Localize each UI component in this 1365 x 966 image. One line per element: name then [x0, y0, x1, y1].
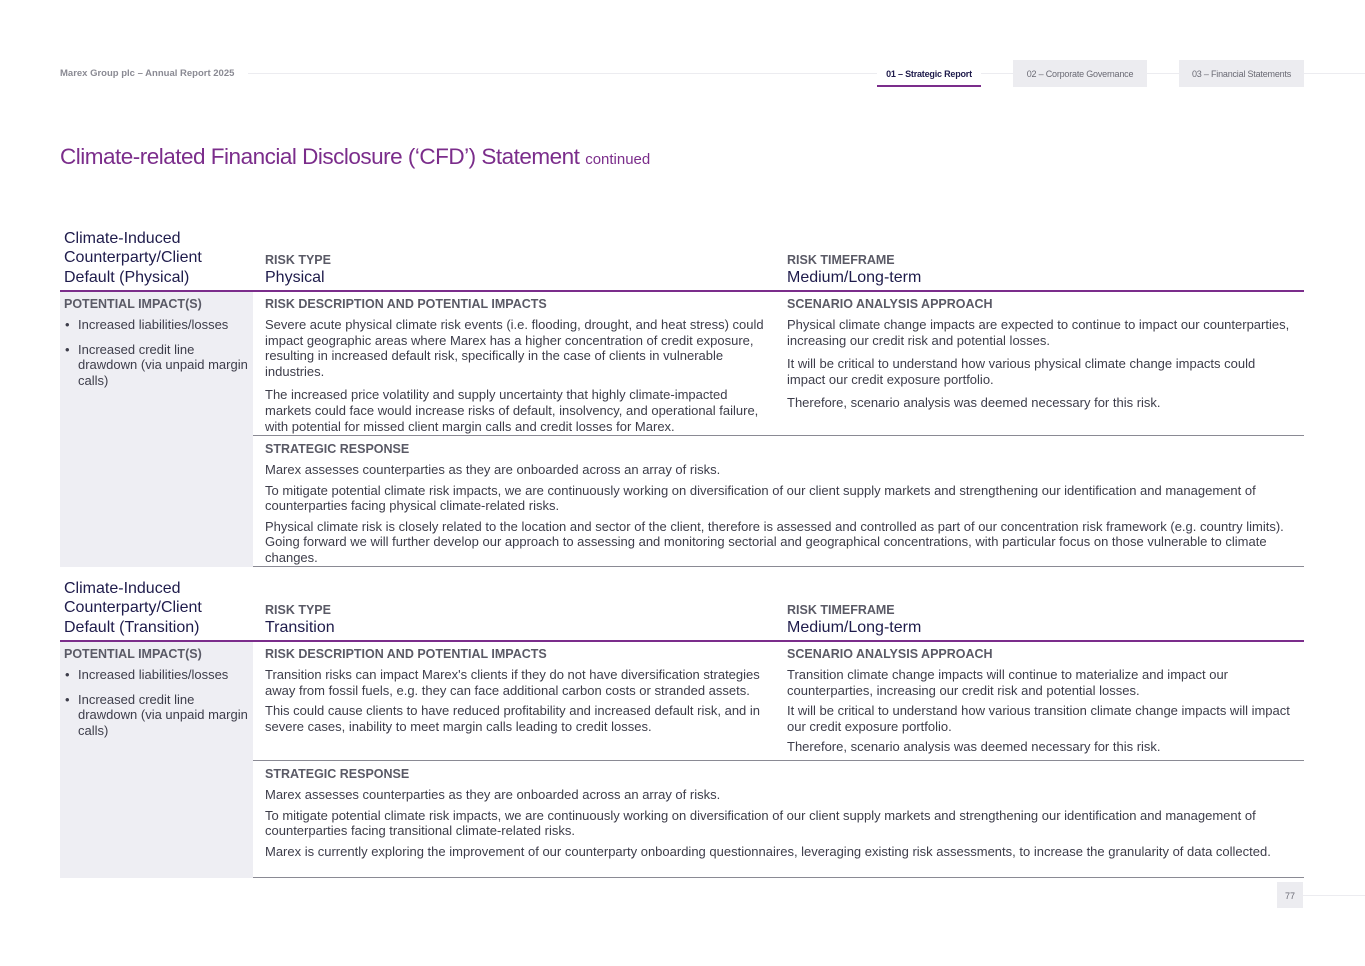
response-paragraph: Physical climate risk is closely related to the location and sector of the client, therefore is assessed and controlled as part of our concentration risk framework (e.g. country limits). Going forward we will further develop our approach to assessing and monitoring sectorial and geographical concentrations, with particular focus on those vulnerable to climate changes.	[265, 518, 1284, 565]
scenario-analysis-label: SCENARIO ANALYSIS APPROACH	[787, 297, 993, 311]
response-paragraph: Marex assesses counterparties as they are onboarded across an array of risks.	[265, 787, 721, 802]
list-item: • Increased liabilities/losses	[64, 317, 249, 333]
response-paragraph: To mitigate potential climate risk impacts, we are continuously working on diversification of our client supply markets and strengthening our identification and management of counterparties facing transitional climate-related risks.	[265, 807, 1256, 839]
scenario-analysis-column	[787, 646, 1297, 760]
description-paragraph: The increased price volatility and supply uncertainty that highly climate-impacted markets could face would increase risks of default, insolvency, and operational failure, with potential for missed client margin calls and credit losses for Marex.	[265, 387, 759, 434]
risk-type-label: RISK TYPE	[265, 603, 331, 617]
section-title: Climate-Induced Counterparty/Client Default (Physical)	[64, 229, 202, 286]
description-scenario-row	[253, 642, 1304, 761]
risk-timeframe-label: RISK TIMEFRAME	[787, 603, 895, 617]
scenario-paragraph: Physical climate change impacts are expected to continue to impact our counterparties, increasing our credit risk and potential losses.	[787, 317, 1290, 348]
risk-type	[265, 602, 335, 638]
scenario-paragraph: Therefore, scenario analysis was deemed necessary for this risk.	[787, 739, 1161, 755]
section-body	[60, 292, 1304, 567]
risk-description-label: RISK DESCRIPTION AND POTENTIAL IMPACTS	[265, 647, 547, 661]
scenario-paragraph: It will be critical to understand how various transition climate change impacts will impact our credit exposure portfolio.	[787, 703, 1290, 734]
risk-timeframe-label: RISK TIMEFRAME	[787, 253, 895, 267]
risk-description-column	[265, 646, 770, 739]
risk-description-column	[265, 296, 770, 442]
scenario-analysis-column	[787, 296, 1297, 419]
risk-timeframe	[787, 252, 921, 288]
list-item: • Increased credit line drawdown (via unpaid margin calls)	[64, 692, 249, 739]
strategic-response	[253, 761, 1304, 878]
risk-timeframe-value: Medium/Long-term	[787, 269, 922, 286]
response-paragraph: To mitigate potential climate risk impacts, we are continuously working on diversification of our client supply markets and strengthening our identification and management of counterparties facing physical climate-related risks.	[265, 482, 1256, 514]
page-number: 77	[1277, 882, 1303, 908]
tab-corporate-governance[interactable]: 02 – Corporate Governance	[1013, 60, 1147, 87]
page-title-text: Climate-related Financial Disclosure (‘CFD’) Statement	[60, 144, 580, 169]
page-title-suffix: continued	[585, 151, 651, 168]
description-paragraph: Transition risks can impact Marex's clients if they do not have diversification strategies away from fossil fuels, e.g. they can face additional carbon costs or stranded assets.	[265, 667, 760, 698]
risk-section-physical	[60, 229, 1304, 567]
response-paragraph: Marex is currently exploring the improvement of our counterparty onboarding questionnaires, leveraging existing risk assessments, to increase the granularity of data collected.	[265, 843, 1271, 859]
potential-impacts-column	[60, 292, 253, 567]
risk-description-label: RISK DESCRIPTION AND POTENTIAL IMPACTS	[265, 297, 547, 311]
scenario-paragraph: Therefore, scenario analysis was deemed necessary for this risk.	[787, 395, 1161, 411]
strategic-response-label: STRATEGIC RESPONSE	[265, 442, 410, 456]
tab-financial-statements[interactable]: 03 – Financial Statements	[1179, 60, 1304, 87]
risk-timeframe-value: Medium/Long-term	[787, 619, 922, 636]
scenario-paragraph: Transition climate change impacts will continue to materialize and impact our counterparties, increasing our credit risk and potential losses.	[787, 667, 1228, 698]
risk-type-value: Transition	[265, 619, 335, 636]
scenario-paragraph: It will be critical to understand how various physical climate change impacts could impact our credit exposure portfolio.	[787, 356, 1256, 387]
report-name: Marex Group plc – Annual Report 2025	[60, 68, 240, 79]
potential-impacts-label: POTENTIAL IMPACT(S)	[64, 297, 202, 311]
risk-type-label: RISK TYPE	[265, 253, 331, 267]
footer-divider	[1303, 895, 1365, 896]
description-paragraph: Severe acute physical climate risk events (i.e. flooding, drought, and heat stress) could impact geographic areas where Marex has a higher concentration of credit exposure, resulting in increased default risk, specifically in the case of clients in vulnerable industries.	[265, 317, 764, 379]
risk-section-transition	[60, 579, 1304, 878]
scenario-analysis-label: SCENARIO ANALYSIS APPROACH	[787, 647, 993, 661]
section-header	[60, 579, 1304, 642]
potential-impacts-column	[60, 642, 253, 878]
risk-timeframe	[787, 602, 921, 638]
description-scenario-row	[253, 292, 1304, 436]
section-title: Climate-Induced Counterparty/Client Default (Transition)	[64, 579, 202, 636]
strategic-response-label: STRATEGIC RESPONSE	[265, 767, 410, 781]
impact-list	[64, 317, 249, 388]
risk-type	[265, 252, 331, 288]
list-item: • Increased credit line drawdown (via unpaid margin calls)	[64, 342, 249, 389]
potential-impacts-label: POTENTIAL IMPACT(S)	[64, 647, 202, 661]
description-paragraph: This could cause clients to have reduced profitability and increased default risk, and in severe cases, inability to meet margin calls leading to credit losses.	[265, 703, 761, 734]
section-header	[60, 229, 1304, 292]
risk-type-value: Physical	[265, 269, 325, 286]
page-title	[60, 144, 650, 170]
response-paragraph: Marex assesses counterparties as they are onboarded across an array of risks.	[265, 462, 721, 477]
impact-list	[64, 667, 249, 738]
strategic-response	[253, 436, 1304, 567]
list-item: • Increased liabilities/losses	[64, 667, 249, 683]
section-body	[60, 642, 1304, 878]
tab-strategic-report[interactable]: 01 – Strategic Report	[877, 60, 981, 87]
